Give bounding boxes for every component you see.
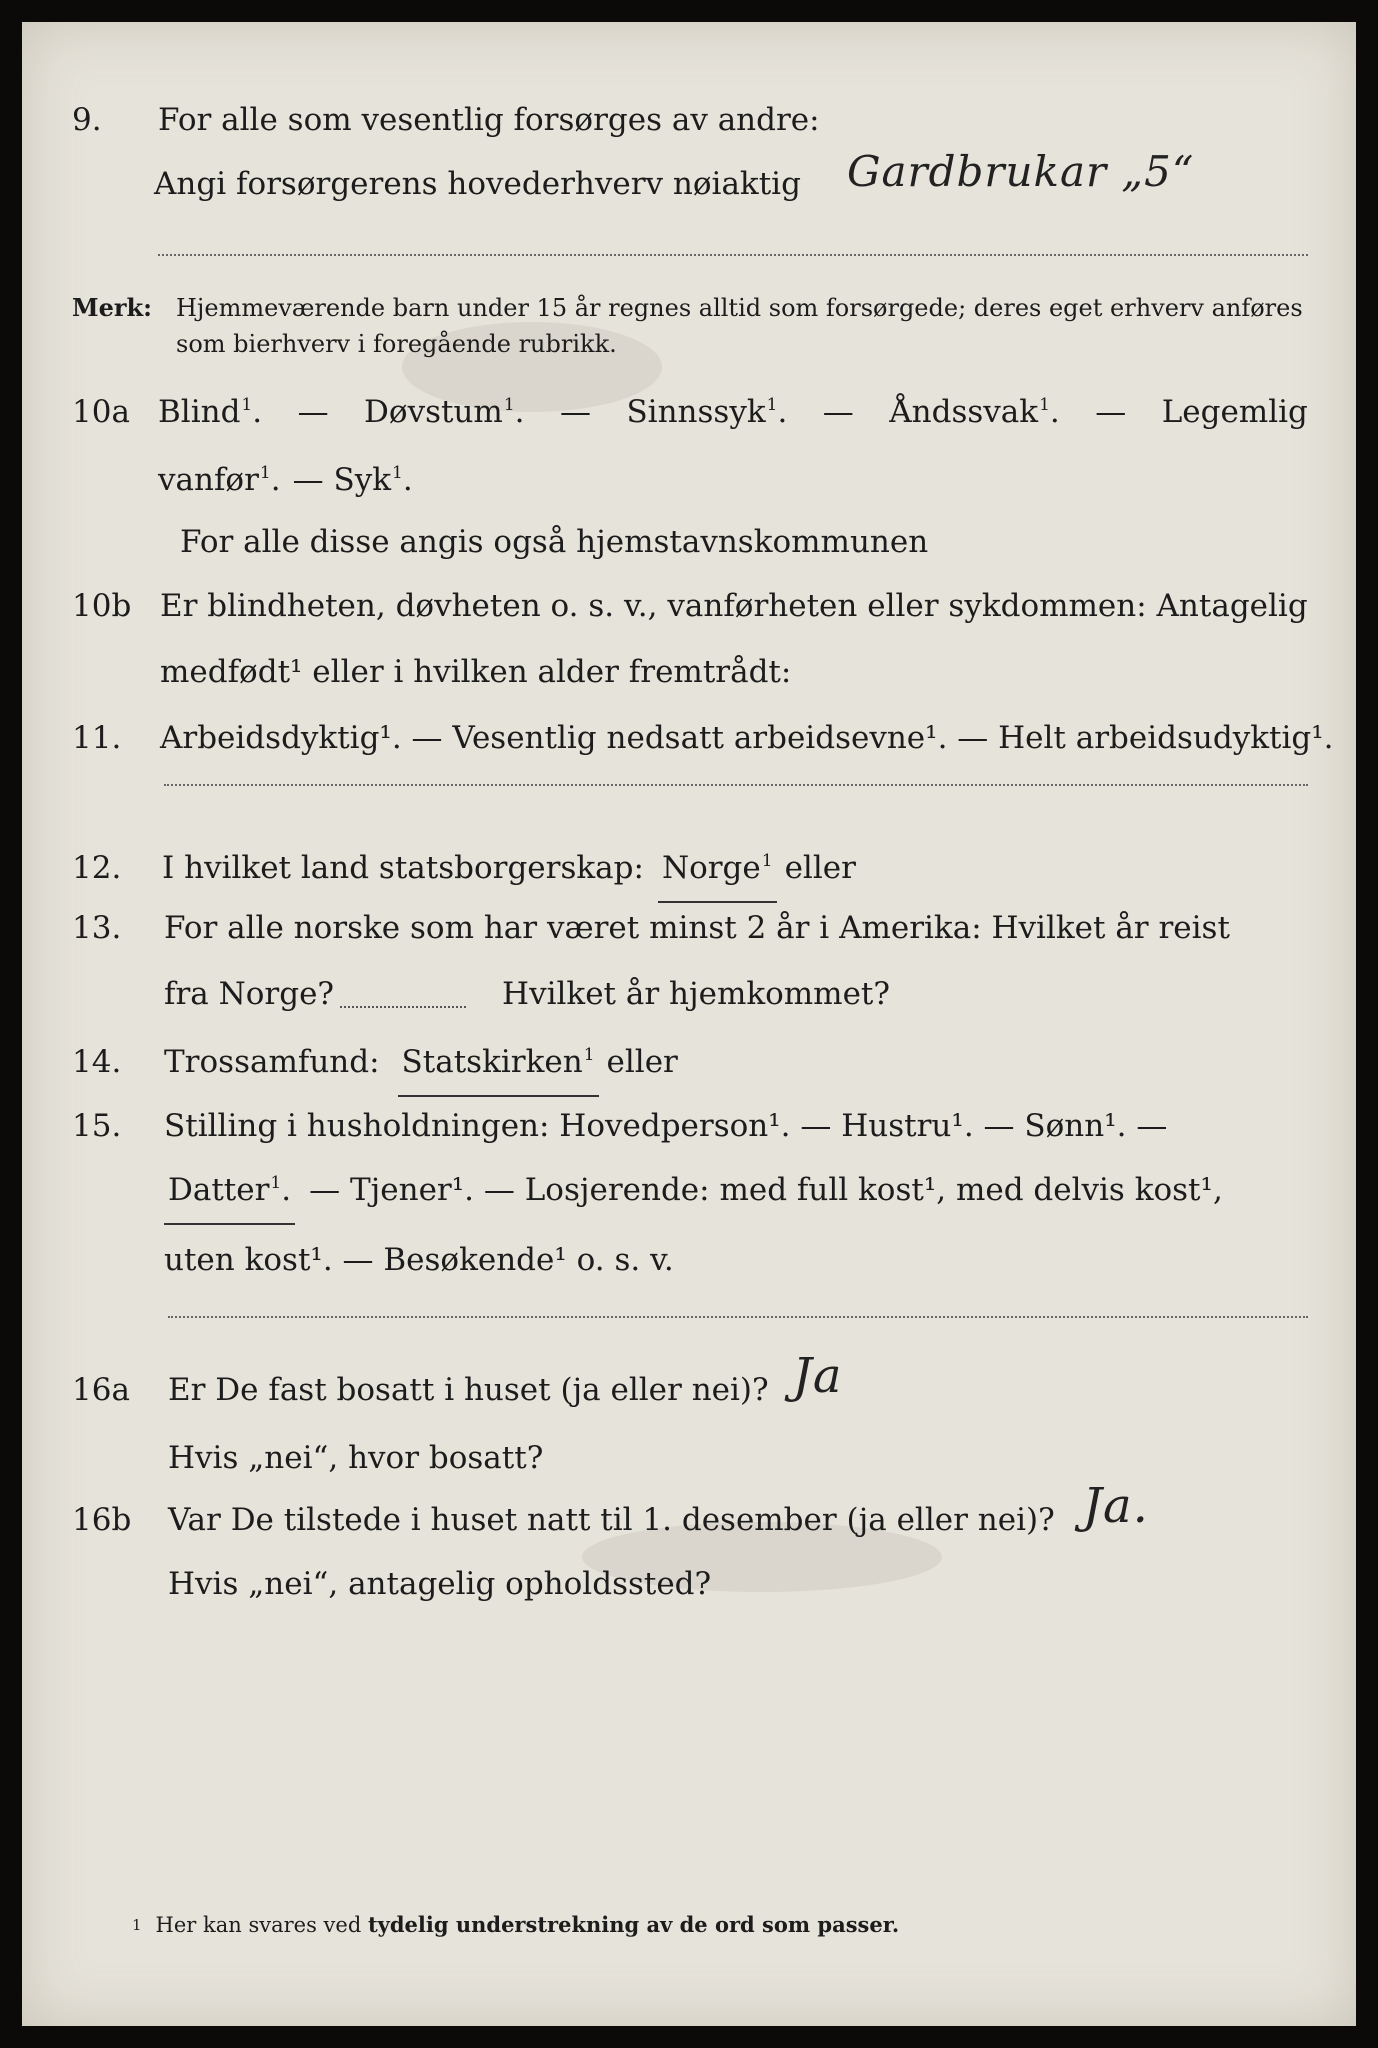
question-9-line-2 bbox=[22, 147, 1356, 212]
answer-line bbox=[158, 254, 1308, 256]
question-number: 12. bbox=[72, 850, 122, 886]
question-15-line-2: Datter$^1$. — Tjener¹. — Losjerende: med full kost¹, med delvis kost¹, bbox=[22, 1162, 1356, 1218]
question-text: For alle som vesentlig forsørges av andre: bbox=[158, 102, 820, 138]
question-15-line-1 bbox=[22, 1098, 1356, 1154]
option-statskirken: Statskirken bbox=[401, 1044, 583, 1080]
question-text: Hvis „nei“, hvor bosatt? bbox=[168, 1440, 544, 1476]
option-andssvak: Åndssvak bbox=[889, 394, 1039, 430]
question-13-line-2 bbox=[22, 966, 1356, 1022]
question-9-line-1 bbox=[22, 92, 1356, 148]
handwritten-answer: Ja. bbox=[1082, 1478, 1149, 1534]
question-text: Hvis „nei“, antagelig opholdssted? bbox=[168, 1566, 712, 1602]
question-text: Var De tilstede i huset natt til 1. desember (ja eller nei)? bbox=[168, 1502, 1055, 1538]
question-16a-line-1 bbox=[22, 1348, 1356, 1418]
question-number: 10b bbox=[72, 588, 132, 624]
question-number: 14. bbox=[72, 1044, 122, 1080]
handwritten-answer: Ja bbox=[792, 1348, 843, 1404]
question-13-line-1 bbox=[22, 900, 1356, 956]
answer-line bbox=[340, 1005, 466, 1008]
census-form-page bbox=[22, 22, 1356, 2026]
option-blind: Blind bbox=[158, 394, 241, 430]
question-text: Stilling i husholdningen: Hovedperson¹. — Hustru¹. — Sønn¹. — bbox=[164, 1108, 1168, 1144]
option-dovstum: Døvstum bbox=[364, 394, 503, 430]
question-text: — Tjener¹. — Losjerende: med full kost¹, med delvis kost¹, bbox=[309, 1172, 1223, 1208]
question-16b-line-2 bbox=[22, 1556, 1356, 1612]
question-number: 15. bbox=[72, 1108, 122, 1144]
question-text: For alle disse angis også hjemstavnskommunen bbox=[180, 524, 929, 560]
question-text: Hvilket år hjemkommet? bbox=[502, 976, 891, 1012]
question-number: 10a bbox=[72, 394, 130, 430]
question-number: 16b bbox=[72, 1502, 132, 1538]
question-text: For alle norske som har været minst 2 år i Amerika: Hvilket år reist bbox=[164, 910, 1230, 946]
note-text: Hjemmeværende barn under 15 år regnes alltid som forsørgede; deres eget erhverv anføres som bierhverv i foregående rubrikk. bbox=[176, 294, 1303, 358]
option-legemlig: Legemlig bbox=[1161, 394, 1308, 430]
option-syk: — Syk bbox=[292, 462, 391, 498]
option-eller: eller bbox=[606, 1044, 678, 1080]
question-text: Arbeidsdyktig¹. — Vesentlig nedsatt arbeidsevne¹. — Helt arbeidsudyktig¹. bbox=[160, 720, 1334, 756]
answer-line bbox=[168, 1316, 1308, 1318]
question-text: Angi forsørgerens hovederhverv nøiaktig bbox=[154, 166, 801, 202]
question-number: 11. bbox=[72, 720, 122, 756]
question-number: 9. bbox=[72, 102, 102, 138]
question-text: I hvilket land statsborgerskap: bbox=[162, 850, 644, 886]
question-text: fra Norge? bbox=[164, 976, 335, 1012]
question-12-line-1: 12. I hvilket land statsborgerskap: Norge$^1$ eller bbox=[22, 840, 1356, 896]
question-text: Trossamfund: bbox=[164, 1044, 380, 1080]
footnote-marker: 1 bbox=[132, 1916, 142, 1934]
question-number: 16a bbox=[72, 1372, 130, 1408]
question-15-line-3 bbox=[22, 1232, 1356, 1288]
question-text: medfødt¹ eller i hvilken alder fremtrådt: bbox=[160, 654, 792, 690]
answer-line bbox=[164, 784, 1308, 786]
option-norge: Norge bbox=[661, 850, 761, 886]
question-10a-line-2: vanfør$^1$. — Syk$^1$. bbox=[158, 462, 413, 498]
option-sinnssyk: Sinnssyk bbox=[626, 394, 766, 430]
footnote bbox=[132, 1910, 899, 1942]
question-11-line-1 bbox=[22, 710, 1356, 766]
question-14-line-1: 14. Trossamfund: Statskirken$^1$ eller bbox=[22, 1034, 1356, 1090]
note-label: Merk: bbox=[72, 293, 152, 322]
question-10b-line-1 bbox=[22, 578, 1356, 634]
option-datter: Datter bbox=[168, 1172, 270, 1208]
footnote-text: Her kan svares ved bbox=[155, 1913, 362, 1937]
question-text: Er De fast bosatt i huset (ja eller nei)? bbox=[168, 1372, 769, 1408]
question-number: 13. bbox=[72, 910, 122, 946]
option-eller: eller bbox=[784, 850, 856, 886]
question-10a-line-3 bbox=[22, 514, 1356, 570]
question-text: Er blindheten, døvheten o. s. v., vanførheten eller sykdommen: Antagelig bbox=[160, 588, 1308, 624]
question-16b-line-1 bbox=[22, 1478, 1356, 1548]
handwritten-answer: Gardbrukar „5“ bbox=[846, 147, 1195, 196]
option-vanfor: vanfør bbox=[158, 462, 259, 498]
question-10b-line-2 bbox=[22, 644, 1356, 700]
question-10a-line-1: 10a Blind$^1$. — Døvstum$^1$. — Sinnssyk$^1$. — Åndssvak$^1$. — Legemlig bbox=[22, 384, 1356, 440]
question-16a-line-2 bbox=[22, 1430, 1356, 1486]
footnote-emphasis: tydelig understrekning av de ord som passer. bbox=[367, 1912, 900, 1937]
question-text: uten kost¹. — Besøkende¹ o. s. v. bbox=[164, 1242, 674, 1278]
